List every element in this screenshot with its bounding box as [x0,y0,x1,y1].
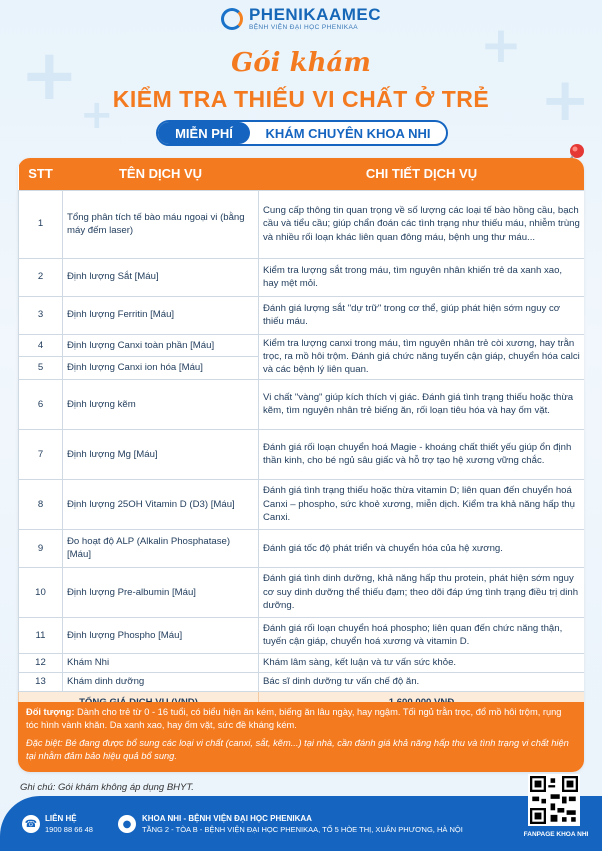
row-stt: 6 [19,379,63,429]
row-stt: 8 [19,479,63,529]
address-text: TẦNG 2 - TÒA B - BỆNH VIỆN ĐẠI HỌC PHENIKAA, TỐ 5 HÒE THỊ, XUÂN PHƯƠNG, HÀ NỘI [142,824,463,834]
table-row [19,617,585,653]
phone-icon: ☎ [22,815,40,833]
row-service-detail: Đánh giá lượng sắt "dự trữ" trong cơ thể, giúp phát hiện sớm nguy cơ thiếu máu. [259,296,585,334]
table-row [19,379,585,429]
row-service-detail: Đánh giá tình trạng thiếu hoặc thừa vitamin D; liên quan đến chuyển hoá Canxi – phospho, sức khoẻ xương, miễn dịch. Kiểm tra khả năng hấp thụ Canxi. [259,479,585,529]
row-stt: 7 [19,429,63,479]
row-service-detail: Đánh giá tình dinh dưỡng, khả năng hấp thu protein, phát hiện sớm nguy cơ suy dinh dưỡng thể thiếu đạm; theo dõi đáp ứng tình trạng điều trị dinh dưỡng. [259,567,585,617]
row-service-name: Định lượng Sắt [Máu] [63,258,259,296]
notes-box [18,702,584,772]
row-service-name: Định lượng Phospho [Máu] [63,617,259,653]
table-row [19,334,585,357]
row-stt: 3 [19,296,63,334]
qr-code-icon[interactable] [528,774,580,826]
brand-name: PHENIKAAMEC [248,5,382,24]
decor-plus-icon: + [20,34,79,116]
row-service-name: Định lượng Canxi ion hóa [Máu] [63,357,259,380]
table-row [19,296,585,334]
table-row [19,258,585,296]
row-service-name: Định lượng 25OH Vitamin D (D3) [Máu] [63,479,259,529]
contact-block [22,814,93,835]
row-stt: 1 [19,190,63,258]
special-note: Đặc biệt: Bé đang được bổ sung các loại vi chất (canxi, sắt, kẽm...) tại nhà, cần đánh giá khả năng hấp thu và tình trạng vi chất hiện tại nhằm đảm bảo hiệu quả bổ sung. [26,737,569,762]
row-service-detail: Kiểm tra lượng canxi trong máu, tìm nguyên nhân trẻ còi xương, hay trằn trọc, ra mồ hôi trộm. Đánh giá chức năng tuyến cận giáp, chuyển hóa calci và các bệnh lý liên quan. [259,334,585,379]
row-stt: 10 [19,567,63,617]
row-service-name: Định lượng Mg [Máu] [63,429,259,479]
row-service-name: Tổng phân tích tế bào máu ngoại vi (bằng máy đếm laser) [63,190,259,258]
location-pin-icon: ● [118,815,136,833]
row-service-name: Khám Nhi [63,653,259,672]
table-row [19,529,585,567]
row-service-detail: Bác sĩ dinh dưỡng tư vấn chế độ ăn. [259,672,585,691]
service-table [18,158,584,714]
qr-label: FANPAGE KHOA NHI [523,831,589,838]
col-header-detail: CHI TIẾT DỊCH VỤ [259,158,585,190]
table-row [19,190,585,258]
service-table-card [18,158,584,772]
decor-plus-icon: + [540,65,591,135]
row-service-name: Định lượng Ferritin [Máu] [63,296,259,334]
table-row [19,567,585,617]
dept-name: KHOA NHI - BỆNH VIỆN ĐẠI HỌC PHENIKAA [142,814,312,823]
row-stt: 4 [19,334,63,357]
row-stt: 9 [19,529,63,567]
decor-plus-icon: + [80,92,114,138]
table-row [19,429,585,479]
row-service-detail: Kiểm tra lượng sắt trong máu, tìm nguyên nhân khiến trẻ da xanh xao, hay mệt mỏi. [259,258,585,296]
page-title: KIỂM TRA THIẾU VI CHẤT Ở TRẺ [112,86,490,112]
title-script: Gói khám [231,48,371,78]
brand-subtitle: BỆNH VIỆN ĐẠI HỌC PHENIKAA [248,24,358,31]
row-service-detail: Khám lâm sàng, kết luận và tư vấn sức khỏe. [259,653,585,672]
row-stt: 2 [19,258,63,296]
table-header-row [19,158,585,190]
row-stt: 12 [19,653,63,672]
contact-label: LIÊN HỆ [45,814,77,823]
specialty-label: KHÁM CHUYÊN KHOA NHI [265,125,431,141]
row-service-detail: Cung cấp thông tin quan trọng về số lượng các loại tế bào hồng cầu, bạch cầu và tiểu cầu; giúp chẩn đoán các tình trạng như thiếu máu, nhiễm trùng và nhiều rối loạn khác liên quan đông máu, bệnh ung thư máu... [259,190,585,258]
row-service-detail: Đánh giá rối loạn chuyển hoá phospho; liên quan đến chức năng thận, tuyến cận giáp, chuyển hoá xương và vitamin D. [259,617,585,653]
decor-plus-icon: + [480,16,522,74]
row-stt: 11 [19,617,63,653]
row-service-name: Đo hoạt độ ALP (Alkalin Phosphatase) [Máu] [63,529,259,567]
free-badge: MIỄN PHÍ [158,122,250,144]
row-service-detail: Đánh giá rối loạn chuyển hoá Magie - khoáng chất thiết yếu giúp ổn định thần kinh, cho bé ngủ sâu giấc và hỗ trợ tạo hệ xương vững chắc. [259,429,585,479]
col-header-stt: STT [19,158,63,190]
table-row [19,653,585,672]
target-note: Đối tượng: Dành cho trẻ từ 0 - 16 tuổi, có biểu hiện ăn kém, biếng ăn lâu ngày, hay ngậm. Tối ngủ trằn trọc, đổ mồ hôi trộm, rụng tóc hình vành khăn. Da xanh xao, hay ốm vặt, sức đề kháng kém. [26,707,562,731]
row-stt: 13 [19,672,63,691]
row-service-name: Định lượng Canxi toàn phần [Máu] [63,334,259,357]
row-service-name: Định lượng kẽm [63,379,259,429]
address-block [118,814,463,835]
row-service-detail: Vi chất "vàng" giúp kích thích vị giác. Đánh giá tình trạng thiếu hoặc thừa kẽm, tìm nguyên nhân trẻ biếng ăn, rối loạn tiêu hóa và hay ốm vặt. [259,379,585,429]
service-pill [156,120,448,146]
brand-mark-icon [221,8,243,30]
row-service-name: Khám dinh dưỡng [63,672,259,691]
row-service-name: Định lượng Pre-albumin [Máu] [63,567,259,617]
table-row [19,672,585,691]
row-service-detail: Đánh giá tốc độ phát triển và chuyển hóa của hệ xương. [259,529,585,567]
footer [0,796,602,851]
brand-logo [0,6,602,32]
row-stt: 5 [19,357,63,380]
contact-phone[interactable]: 1900 88 66 48 [45,824,93,834]
insurance-note: Ghi chú: Gói khám không áp dụng BHYT. [20,782,194,793]
col-header-name: TÊN DỊCH VỤ [63,158,259,190]
table-row [19,479,585,529]
